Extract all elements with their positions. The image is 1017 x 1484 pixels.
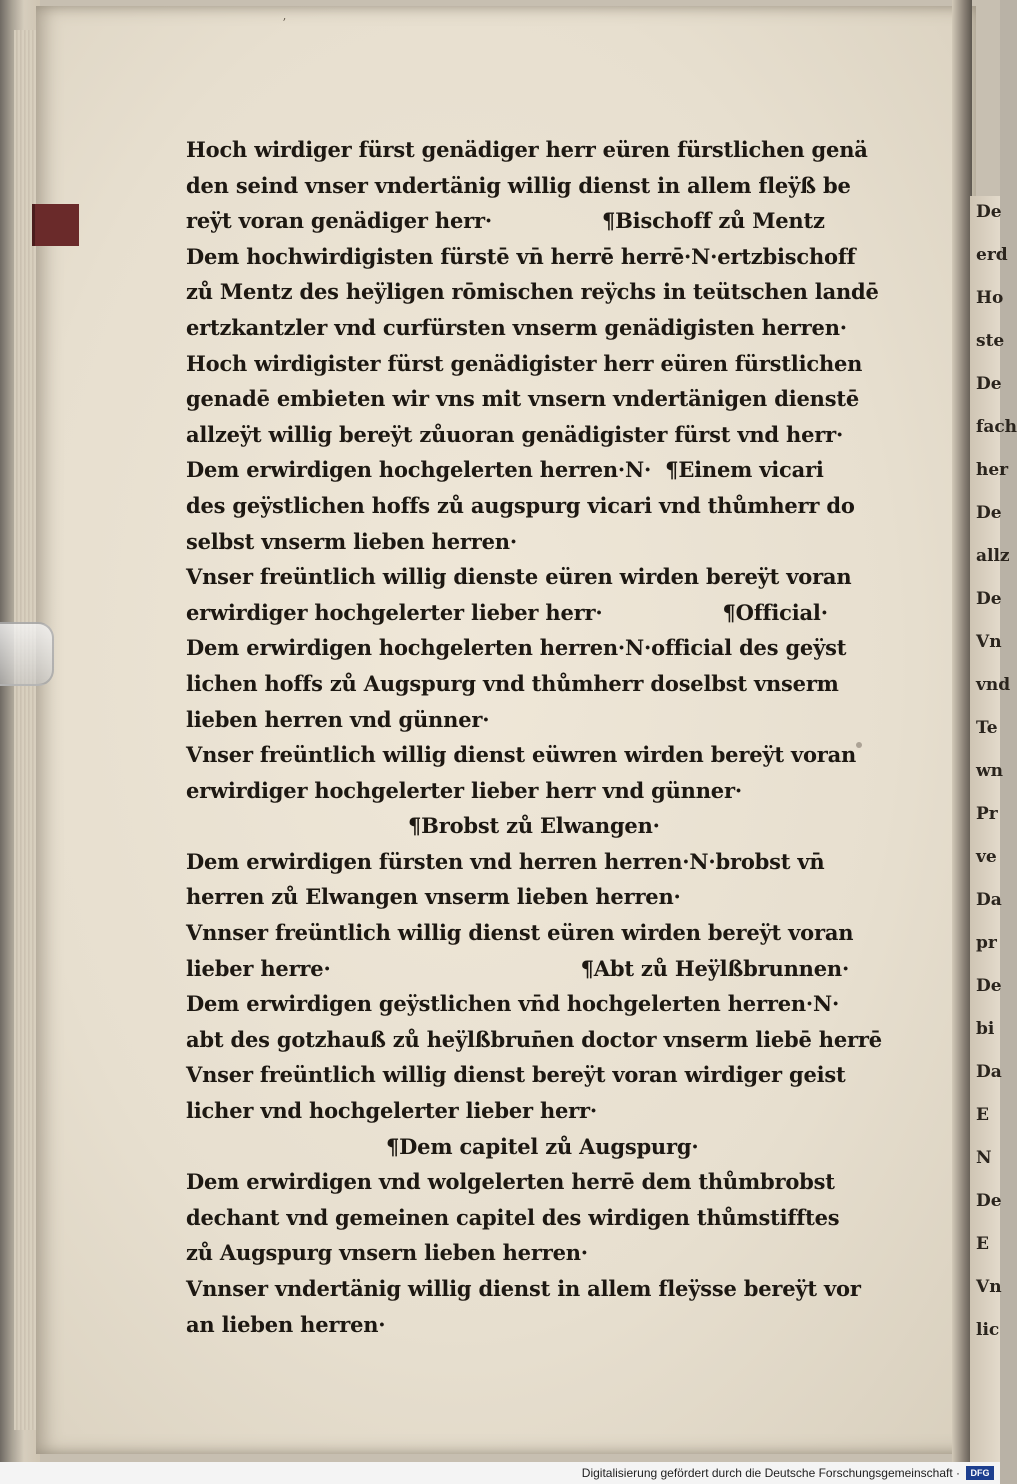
next-page-fragment: erd xyxy=(976,245,1008,265)
text-line: Dem hochwirdigisten fürstē vn̄ herrē herrē·N·ertzbischoff xyxy=(186,243,856,269)
next-page-fragment: Vn xyxy=(976,632,1002,652)
text-line: lieber herre· ¶Abt zů Heÿlßbrunnen· xyxy=(186,955,850,981)
text-line: Dem erwirdigen vnd wolgelerten herrē dem thůmbrobst xyxy=(186,1169,835,1195)
next-page-fragment: Da xyxy=(976,890,1002,910)
next-page-fragment: Da xyxy=(976,1062,1002,1082)
next-page-fragment: her xyxy=(976,460,1009,480)
text-line: allzeÿt willig bereÿt zůuoran genädigister fürst vnd herr· xyxy=(186,421,844,447)
next-page-fragment: Ho xyxy=(976,288,1004,308)
text-line: genadē embieten wir vns mit vnsern vndertänigen dienstē xyxy=(186,386,859,412)
next-page-fragment: pr xyxy=(976,933,997,953)
text-line: ertzkantzler vnd curfürsten vnserm genädigisten herren· xyxy=(186,314,847,340)
text-line: des geÿstlichen hoffs zů augspurg vicari vnd thůmherr do xyxy=(186,492,855,518)
text-line: Dem erwirdigen hochgelerten herren·N·official des geÿst xyxy=(186,635,847,661)
next-page-fragment: fach xyxy=(976,417,1017,437)
text-line: an lieben herren· xyxy=(186,1311,386,1337)
text-line: reÿt voran genädiger herr· ¶Bischoff zů Mentz xyxy=(186,208,825,234)
text-line: dechant vnd gemeinen capitel des wirdigen thůmstifftes xyxy=(186,1204,840,1230)
text-line: licher vnd hochgelerter lieber herr· xyxy=(186,1098,598,1124)
text-line: Vnnser vndertänig willig dienst in allem fleÿsse bereÿt vor xyxy=(186,1276,861,1301)
next-page-fragment: Vn xyxy=(976,1277,1002,1297)
dfg-logo: DFG xyxy=(966,1466,994,1480)
heading-brobst: ¶Brobst zů Elwangen· xyxy=(408,813,660,839)
next-page-fragment: De xyxy=(976,202,1002,222)
heading-capitel: ¶Dem capitel zů Augspurg· xyxy=(386,1133,699,1159)
text-line: herren zů Elwangen vnserm lieben herren· xyxy=(186,884,681,910)
text-line: Hoch wirdigister fürst genädigister herr eüren fürstlichen xyxy=(186,350,863,376)
text-line: Vnser freüntlich willig dienst eüwren wirden bereÿt voran xyxy=(186,742,857,768)
text-line: Dem erwirdigen fürsten vnd herren herren·N·brobst vn̄ xyxy=(186,848,825,874)
next-page-edge xyxy=(970,196,1017,1462)
next-page-fragment: De xyxy=(976,1191,1002,1211)
next-page-fragment: N xyxy=(976,1148,992,1168)
text-line: selbst vnserm lieben herren· xyxy=(186,528,517,554)
heading-abt: ¶Abt zů Heÿlßbrunnen· xyxy=(580,955,850,981)
next-page-fragment: vnd xyxy=(976,675,1011,695)
text-line: erwirdiger hochgelerter lieber herr vnd günner· xyxy=(186,777,742,803)
next-page-fragment: allz xyxy=(976,546,1010,566)
text-line: Vnnser freüntlich willig dienst eüren wirden bereÿt voran xyxy=(186,920,854,946)
next-page-fragment: bi xyxy=(976,1019,995,1039)
next-page-fragment: ve xyxy=(976,847,997,867)
page-text xyxy=(186,132,886,1342)
next-page-fragment: De xyxy=(976,503,1002,523)
next-page-fragment: De xyxy=(976,374,1002,394)
heading-vicari: ¶Einem vicari xyxy=(665,457,824,483)
text-line: Vnser freüntlich willig dienst bereÿt voran wirdiger geist xyxy=(186,1062,846,1088)
next-page-fragment: ste xyxy=(976,331,1005,351)
heading-bischoff: ¶Bischoff zů Mentz xyxy=(601,208,825,234)
book-gutter xyxy=(952,0,972,1462)
text-line: zů Mentz des heÿligen rōmischen reÿchs in teütschen landē xyxy=(186,279,879,305)
next-page-fragment: Pr xyxy=(976,804,998,824)
text-line: Dem erwirdigen hochgelerten herren·N· ¶Einem vicari xyxy=(186,457,824,483)
next-page-fragment: De xyxy=(976,589,1002,609)
next-page-fragment: lic xyxy=(976,1320,1000,1340)
bookmark-ribbon xyxy=(32,204,79,246)
next-page-fragment: Te xyxy=(976,718,998,738)
next-page-fragment: De xyxy=(976,976,1002,996)
footer-bar xyxy=(0,1462,1000,1484)
page-clip xyxy=(0,622,54,686)
next-page-fragment: E xyxy=(976,1234,989,1254)
next-page-fragment: wn xyxy=(976,761,1003,781)
text-line: den seind vnser vndertänig willig dienst in allem fleÿß be xyxy=(186,172,851,198)
next-page-fragment: E xyxy=(976,1105,989,1125)
text-line: Vnser freüntlich willig dienste eüren wirden bereÿt voran xyxy=(186,564,852,590)
text-line: erwirdiger hochgelerter lieber herr· ¶Official· xyxy=(186,599,828,625)
footer-credit: Digitalisierung gefördert durch die Deutsche Forschungsgemeinschaft · xyxy=(581,1466,960,1480)
text-line: Dem erwirdigen geÿstlichen vn̄d hochgelerten herren·N· xyxy=(186,991,840,1017)
text-line: Hoch wirdiger fürst genädiger herr eüren fürstlichen genä xyxy=(186,137,868,162)
heading-official: ¶Official· xyxy=(722,599,828,625)
text-line: zů Augspurg vnsern lieben herren· xyxy=(186,1240,588,1266)
text-line: lieben herren vnd günner· xyxy=(186,706,490,732)
folio-mark: ʼ xyxy=(282,16,286,30)
text-line: abt des gotzhauß zů heÿlßbrun̄en doctor vnserm liebē herrē xyxy=(186,1026,882,1052)
text-line: lichen hoffs zů Augspurg vnd thůmherr doselbst vnserm xyxy=(186,670,839,696)
